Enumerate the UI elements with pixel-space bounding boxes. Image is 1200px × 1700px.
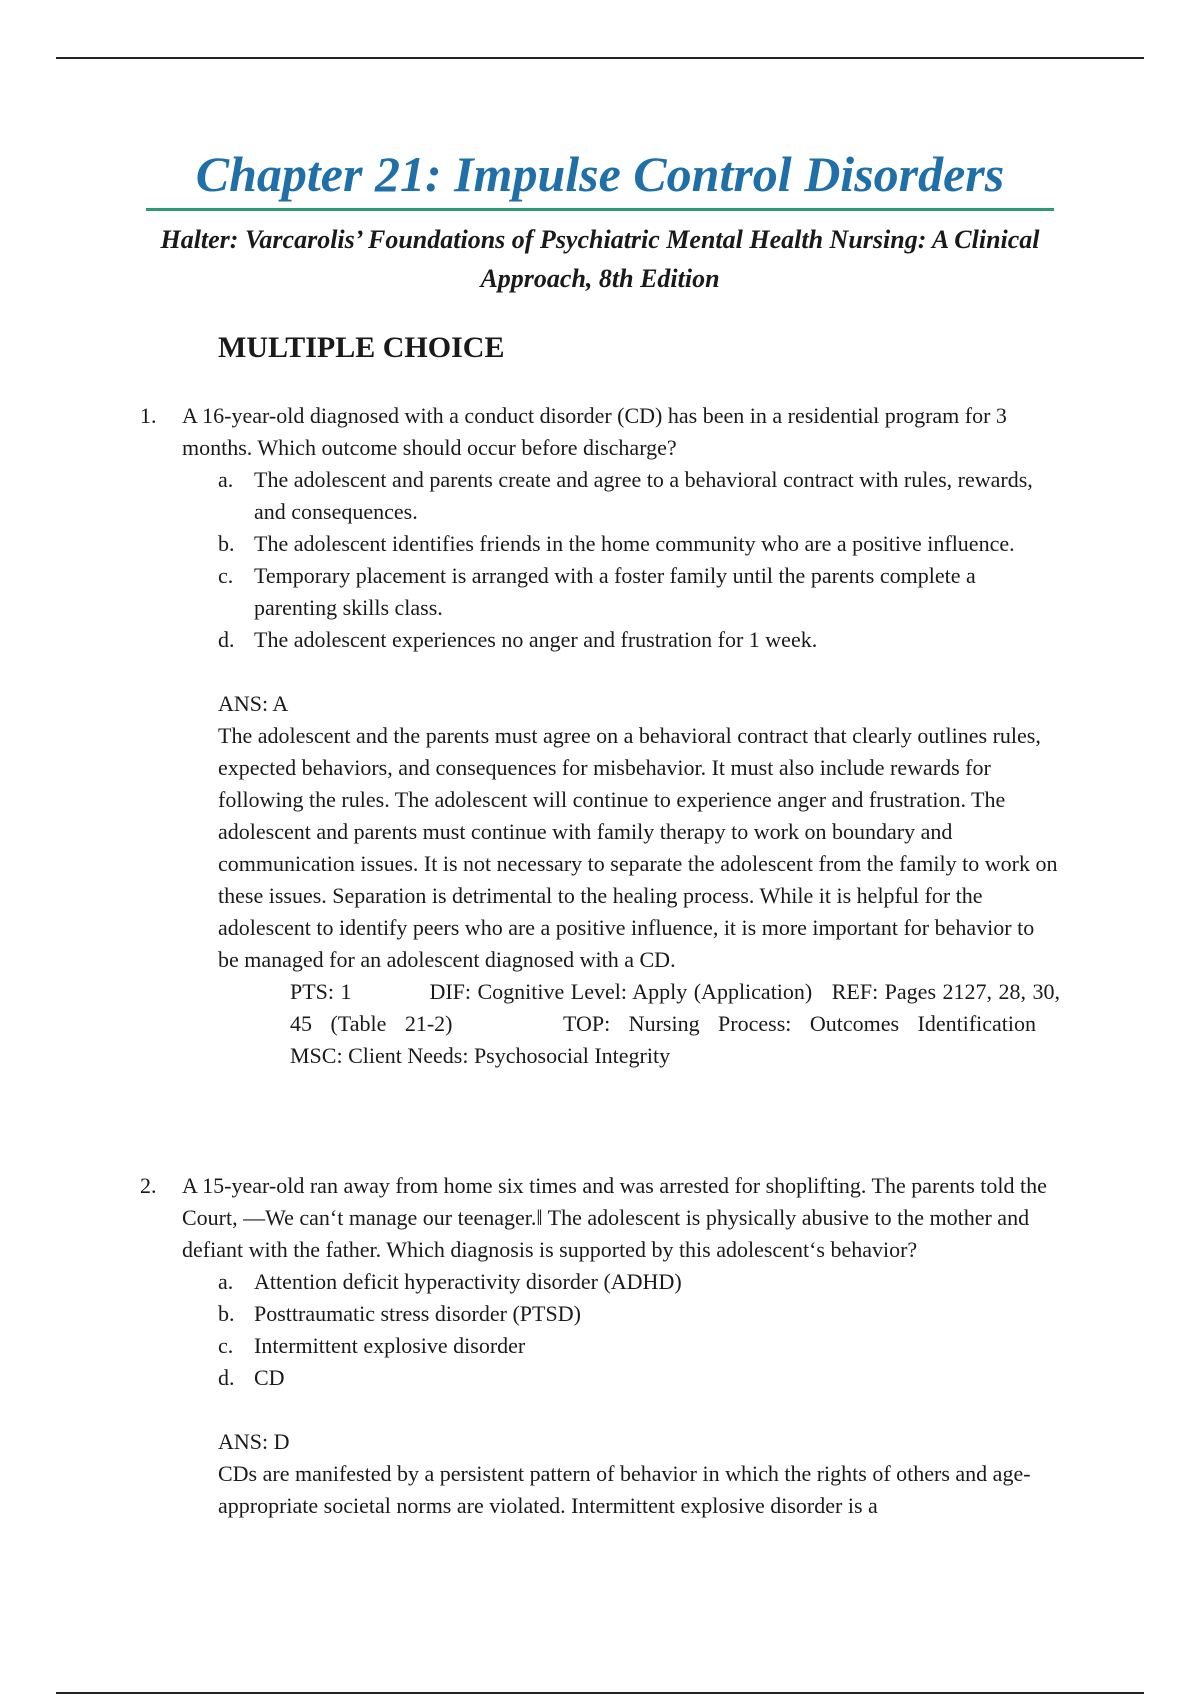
answer-key: ANS: D bbox=[218, 1429, 290, 1454]
question-stem bbox=[140, 400, 1060, 464]
question-text: A 15-year-old ran away from home six times and was arrested for shoplifting. The parents told the Court, ―We can‘t manage our teenager.‖ The adolescent is physically abusive to the mother and defiant with the father. Which diagnosis is supported by this adolescent‘s behavior? bbox=[182, 1173, 1047, 1262]
top-rule bbox=[56, 57, 1144, 59]
option-text: CD bbox=[254, 1365, 285, 1390]
option-a bbox=[218, 464, 1060, 528]
option-text: Posttraumatic stress disorder (PTSD) bbox=[254, 1301, 581, 1326]
answer-options bbox=[218, 464, 1060, 656]
question-2 bbox=[140, 1170, 1060, 1522]
section-heading: MULTIPLE CHOICE bbox=[218, 331, 505, 364]
question-number: 2. bbox=[140, 1173, 157, 1198]
rationale: The adolescent and the parents must agree on a behavioral contract that clearly outlines rules, expected behaviors, and consequences for misbehavior. It must also include rewards for following the rules. The adolescent will continue to experience anger and frustration. The adolescent and parents must continue with family therapy to work on boundary and communication issues. It is not necessary to separate the adolescent from the family to work on these issues. Separation is detrimental to the healing process. While it is helpful for the adolescent to identify peers who are a positive influence, it is more important for behavior to be managed for an adolescent diagnosed with a CD. bbox=[218, 723, 1058, 972]
chapter-title: Chapter 21: Impulse Control Disorders bbox=[195, 146, 1005, 202]
option-c bbox=[218, 1330, 1060, 1362]
option-c bbox=[218, 560, 1060, 624]
question-number: 1. bbox=[140, 403, 157, 428]
option-text: The adolescent and parents create and agree to a behavioral contract with rules, rewards, and consequences. bbox=[254, 467, 1033, 524]
reference: REF: Pages 2127, 28, 30, 45 (Table 21-2) bbox=[290, 979, 1060, 1036]
option-text: Intermittent explosive disorder bbox=[254, 1333, 526, 1358]
option-letter: d. bbox=[218, 1365, 235, 1390]
option-letter: a. bbox=[218, 467, 234, 492]
option-text: Temporary placement is arranged with a foster family until the parents complete a parenting skills class. bbox=[254, 563, 976, 620]
option-letter: c. bbox=[218, 563, 234, 588]
points: PTS: 1 bbox=[290, 979, 352, 1004]
question-text: A 16-year-old diagnosed with a conduct disorder (CD) has been in a residential program for 3 months. Which outcome should occur before discharge? bbox=[182, 403, 1007, 460]
question-metadata bbox=[290, 976, 1060, 1072]
option-text: Attention deficit hyperactivity disorder (ADHD) bbox=[254, 1269, 682, 1294]
answer-key: ANS: A bbox=[218, 691, 289, 716]
option-d bbox=[218, 624, 1060, 656]
option-letter: c. bbox=[218, 1333, 234, 1358]
option-a bbox=[218, 1266, 1060, 1298]
title-underline bbox=[146, 208, 1054, 211]
option-b bbox=[218, 528, 1060, 560]
rationale: CDs are manifested by a persistent pattern of behavior in which the rights of others and age- appropriate societal norms are violated. Intermittent explosive disorder is a bbox=[218, 1461, 1031, 1518]
answer-block bbox=[218, 1426, 1060, 1522]
topic: TOP: Nursing Process: Outcomes Identification bbox=[562, 1011, 1037, 1036]
client-needs: MSC: Client Needs: Psychosocial Integrity bbox=[290, 1043, 671, 1068]
answer-block bbox=[218, 688, 1060, 1072]
option-text: The adolescent identifies friends in the home community who are a positive influence. bbox=[254, 531, 1015, 556]
question-1 bbox=[140, 400, 1060, 1072]
answer-options bbox=[218, 1266, 1060, 1394]
option-b bbox=[218, 1298, 1060, 1330]
option-letter: a. bbox=[218, 1269, 234, 1294]
difficulty: DIF: Cognitive Level: Apply (Application) bbox=[429, 979, 813, 1004]
option-letter: d. bbox=[218, 627, 235, 652]
option-text: The adolescent experiences no anger and frustration for 1 week. bbox=[254, 627, 818, 652]
option-letter: b. bbox=[218, 531, 235, 556]
option-letter: b. bbox=[218, 1301, 235, 1326]
book-title: Halter: Varcarolis’ Foundations of Psychiatric Mental Health Nursing: A Clinical Approach, 8th Edition bbox=[160, 225, 1040, 293]
option-d bbox=[218, 1362, 1060, 1394]
bottom-rule bbox=[56, 1692, 1144, 1694]
question-stem bbox=[140, 1170, 1060, 1266]
